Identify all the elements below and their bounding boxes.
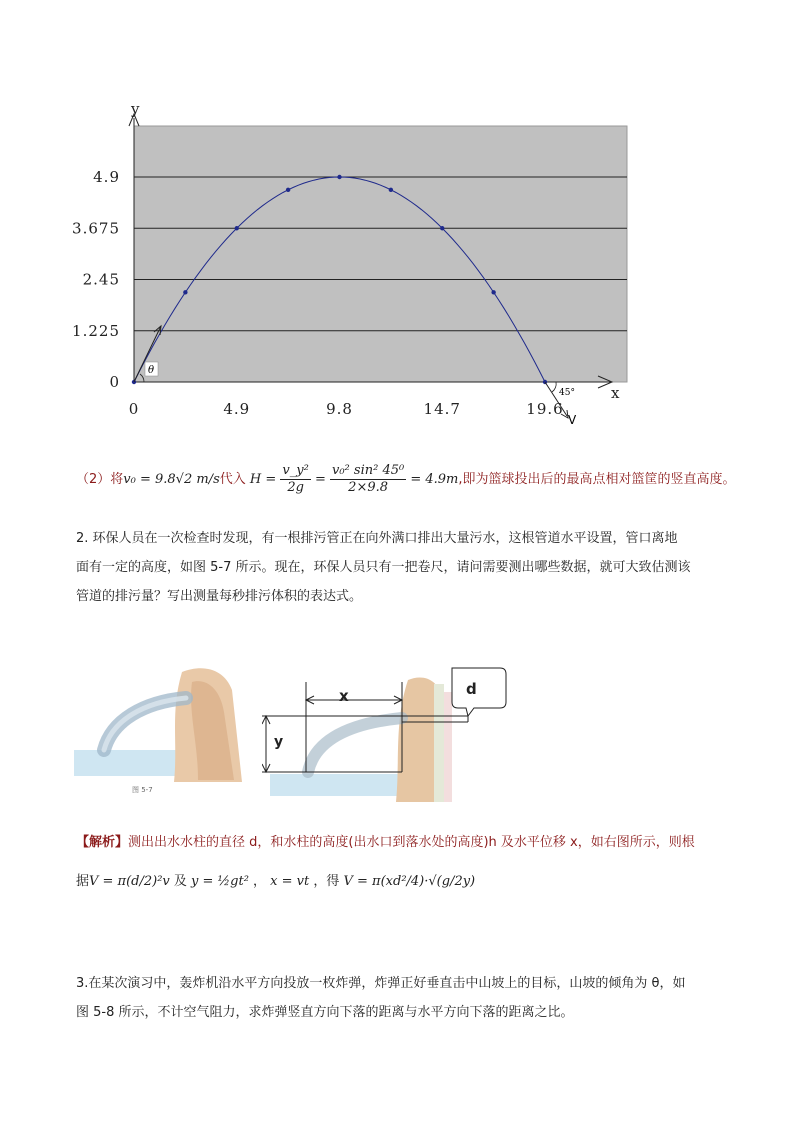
- analysis-sep: ，: [248, 874, 271, 889]
- analysis-line-2: [76, 867, 776, 896]
- plot-area: [134, 126, 627, 382]
- equals-sign: =: [314, 472, 326, 487]
- y-tick-label: 3.675: [72, 219, 120, 238]
- series-point: [286, 188, 290, 192]
- y-axis-label: y: [131, 100, 140, 118]
- q2-line-1: 2. 环保人员在一次检查时发现，有一根排污管正在向外满口排出大量污水，这根管道水平设置，管口离地: [76, 531, 678, 546]
- formula-y: y = ½gt²: [191, 874, 249, 889]
- y-tick-label: 4.9: [93, 168, 120, 186]
- series-point: [440, 226, 444, 230]
- fraction-vy: $\frac{\text{v\_y²}}{2g}$: [282, 463, 309, 495]
- H-lhs: H =: [249, 472, 277, 487]
- v0-expression: v₀ = 9.8√2 m/s: [123, 472, 220, 487]
- label-d: d: [466, 680, 477, 698]
- analysis-tag: 【解析】: [76, 835, 129, 850]
- analysis-line-1: [76, 828, 776, 857]
- y-tick-label: 1.225: [72, 321, 120, 340]
- q3-line-2: 图 5-8 所示，不计空气阻力，求炸弹竖直方向下落的距离与水平方向下落的距离之比。: [76, 1005, 574, 1020]
- analysis-get: ，得: [309, 874, 344, 889]
- figure-caption: 图 5-7: [132, 786, 153, 794]
- y-tick-label: 2.45: [82, 270, 120, 289]
- label-y: y: [274, 734, 284, 750]
- formula-result: V = π(xd²/4)·√(g/2y): [343, 874, 476, 889]
- angle-45-label: 45°: [559, 388, 575, 398]
- x-tick-label: 14.7: [423, 400, 461, 418]
- series-point: [389, 188, 393, 192]
- analysis-text-2: 据: [76, 874, 90, 889]
- H-result: = 4.9m: [410, 472, 459, 487]
- y-tick-labels: [72, 168, 120, 391]
- x-axis-label: x: [611, 384, 620, 402]
- part2-solution: [76, 463, 776, 496]
- formula-V: V = π(d/2)²v: [89, 874, 170, 889]
- analysis-and: 及: [169, 874, 192, 889]
- question-3: [76, 969, 776, 1027]
- fraction-v0-sin: $\frac{\text{v₀² sin² 45⁰}}{2\times 9.8}$: [332, 463, 405, 495]
- x-tick-labels: [129, 400, 564, 418]
- q2-line-3: 管道的排污量？写出测量每秒排污体积的表达式。: [76, 589, 363, 604]
- formula-x: x = vt: [270, 874, 310, 889]
- theta-label: θ: [148, 365, 155, 376]
- series-point: [235, 226, 239, 230]
- y-tick-label: 0: [109, 373, 120, 391]
- figure-5-7-photo: [74, 662, 242, 808]
- series-point: [337, 175, 341, 179]
- trajectory-chart: [0, 0, 794, 430]
- part2-prefix: （2）将: [76, 472, 124, 487]
- x-tick-label: 19.6: [526, 400, 564, 418]
- velocity-label: V: [568, 413, 577, 427]
- part2-mid: 代入: [219, 472, 246, 487]
- series-point: [491, 290, 495, 294]
- x-tick-label: 4.9: [223, 400, 251, 418]
- q2-line-2: 面有一定的高度，如图 5-7 所示。现在，环保人员只有一把卷尺，请问需要测出哪些数据，就可大致估测该: [76, 560, 691, 575]
- label-x: x: [339, 687, 349, 705]
- question-2: [76, 524, 766, 611]
- figure-annotated: [262, 662, 522, 808]
- analysis-section: [76, 828, 776, 896]
- x-tick-label: 0: [128, 400, 140, 418]
- q3-line-1: 3.在某次演习中，轰炸机沿水平方向投放一枚炸弹，炸弹正好垂直击中山坡上的目标，山坡的倾角为 θ，如: [76, 976, 686, 991]
- series-point: [183, 290, 187, 294]
- x-tick-label: 9.8: [326, 400, 353, 418]
- part2-suffix: ,即为篮球投出后的最高点相对篮筐的竖直高度。: [458, 472, 736, 487]
- analysis-text-1: 测出出水水柱的直径 d，和水柱的高度(出水口到落水处的高度)h 及水平位移 x，如右图所示，则根: [128, 835, 695, 850]
